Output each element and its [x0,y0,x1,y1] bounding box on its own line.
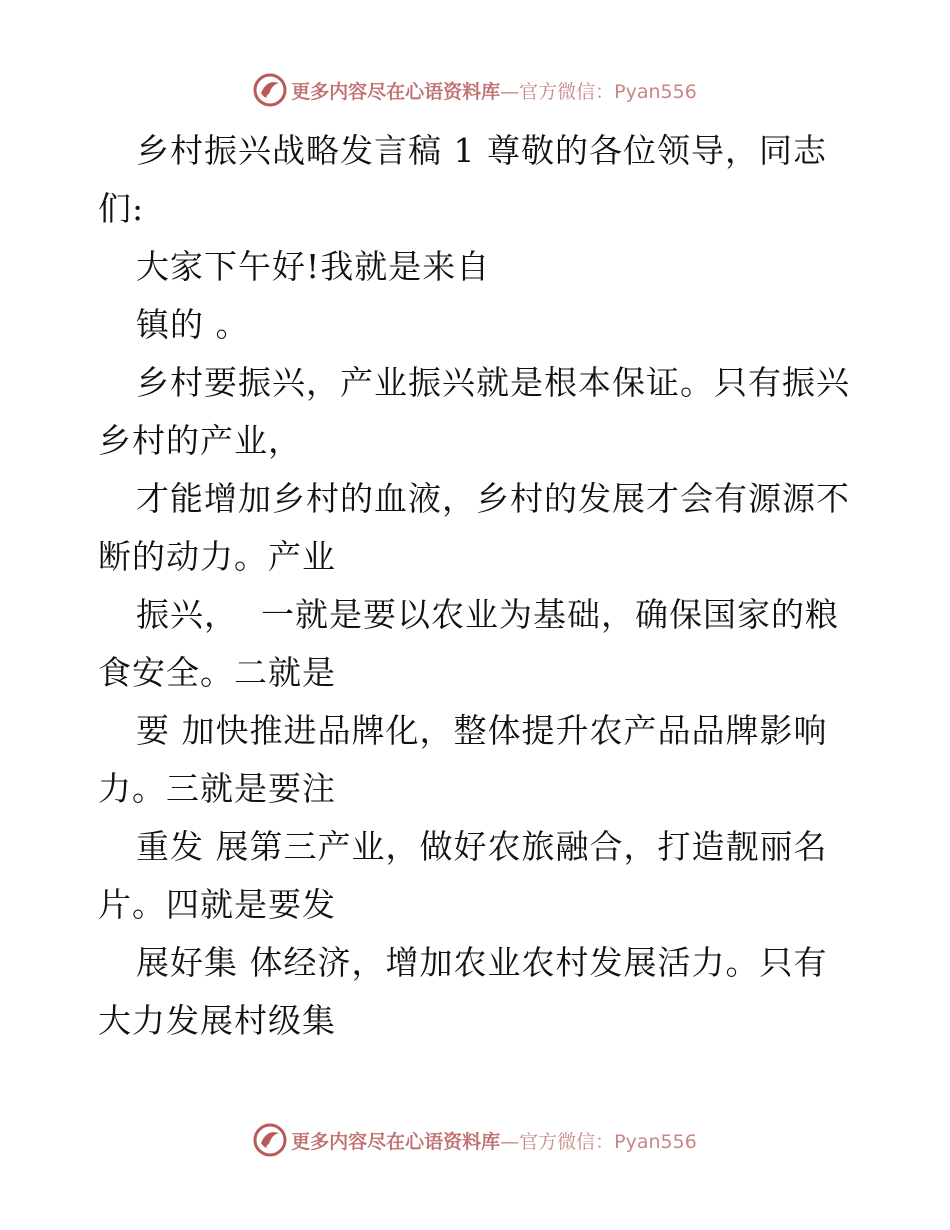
swirl-logo-icon [253,73,287,107]
paragraph-9: 展好集 体经济，增加农业农村发展活力。只有大力发展村级集 [98,943,828,1040]
paragraph-6: 振兴， 一就是要以农业为基础，确保国家的粮食安全。二就是 [98,595,839,692]
footer-watermark [0,1120,950,1160]
header-watermark [0,70,950,110]
paragraph-5: 才能增加乡村的血液，乡村的发展才会有源源不断的动力。产业 [98,479,850,576]
swirl-logo-icon [253,1123,287,1157]
paragraph-1: 乡村振兴战略发言稿 1 尊敬的各位领导，同志们: [98,131,827,228]
paragraph-8: 重发 展第三产业，做好农旅融合，打造靓丽名片。四就是要发 [98,827,828,924]
document-body [98,122,858,1050]
paragraph-3: 镇的 。 [136,305,250,344]
watermark-text: 更多内容尽在心语资料库—官方微信：Pyan556 [291,1130,697,1153]
paragraph-7: 要 加快推进品牌化，整体提升农产品品牌影响力。三就是要注 [98,711,828,808]
paragraph-4: 乡村要振兴，产业振兴就是根本保证。只有振兴乡村的产业， [98,363,850,460]
watermark-text: 更多内容尽在心语资料库—官方微信：Pyan556 [291,80,697,103]
paragraph-2: 大家下午好!我就是来自 [136,247,491,286]
